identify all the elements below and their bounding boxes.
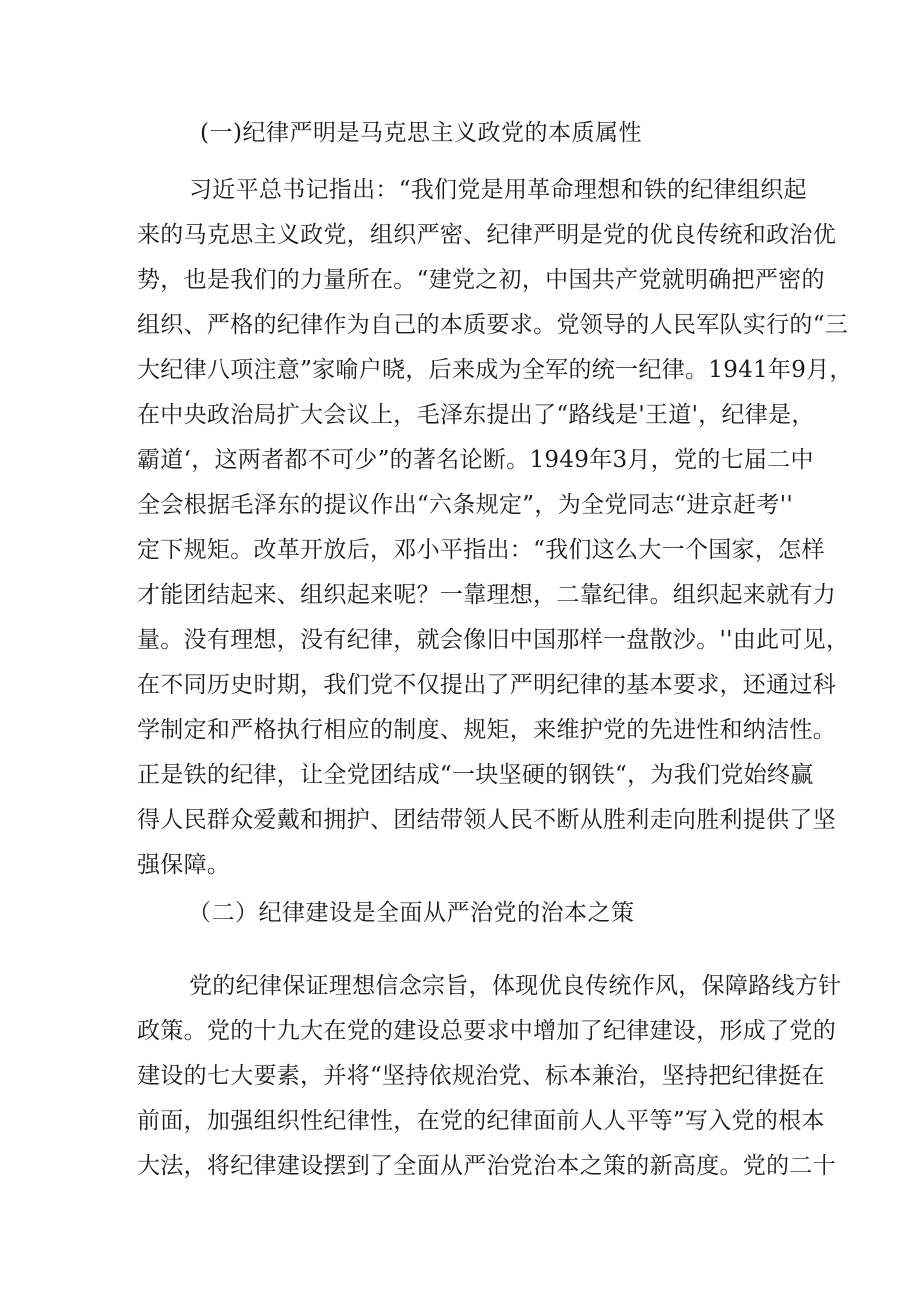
- paragraph-line: 强保障。: [137, 852, 231, 878]
- section-2-paragraph: [137, 964, 842, 1189]
- paragraph-line: 政策。党的十九大在党的建设总要求中增加了纪律建设，形成了党的: [137, 1018, 836, 1044]
- section-2-heading: （二）纪律建设是全面从严治党的治本之策: [188, 900, 635, 926]
- paragraph-line: 前面，加强组织性纪律性，在党的纪律面前人人平等”写入党的根本: [137, 1108, 825, 1134]
- paragraph-line: 党的纪律保证理想信念宗旨，体现优良传统作风，保障路线方针: [189, 973, 842, 999]
- paragraph-line: 大法，将纪律建设摆到了全面从严治党治本之策的新高度。党的二十: [137, 1153, 836, 1179]
- paragraph-line: 建设的七大要素，并将“坚持依规治党、标本兼治，坚持把纪律挺在: [137, 1063, 825, 1089]
- section-1-heading: (一)纪律严明是马克思主义政党的本质属性: [200, 120, 642, 146]
- paragraph-line: 定下规矩。改革开放后，邓小平指出：“我们这么大一个国家，怎样: [137, 537, 825, 563]
- paragraph-line: 得人民群众爱戴和拥护、团结带领人民不断从胜利走向胜利提供了坚: [137, 807, 836, 833]
- paragraph-line: 组织、严格的纪律作为自己的本质要求。党领导的人民军队实行的“三: [137, 312, 849, 338]
- paragraph-line: 量。没有理想，没有纪律，就会像旧中国那样一盘散沙。''由此可见，: [137, 627, 850, 653]
- paragraph-line: 正是铁的纪律，让全党团结成“一块坚硬的钢铁“，为我们党始终赢: [137, 762, 814, 788]
- paragraph-line: 才能团结起来、组织起来呢？一靠理想，二靠纪律。组织起来就有力: [137, 582, 836, 608]
- paragraph-line: 在不同历史时期，我们党不仅提出了严明纪律的基本要求，还通过科: [137, 672, 836, 698]
- section-1-paragraph: [137, 168, 853, 888]
- paragraph-line: 全会根据毛泽东的提议作出“六条规定”，为全党同志“进京赶考'': [137, 492, 793, 518]
- paragraph-line: 来的马克思主义政党，组织严密、纪律严明是党的优良传统和政治优: [137, 222, 836, 248]
- paragraph-line: 大纪律八项注意”家喻户晓，后来成为全军的统一纪律。1941年9月，: [137, 357, 853, 383]
- paragraph-line: 势，也是我们的力量所在。“建党之初，中国共产党就明确把严密的: [137, 267, 825, 293]
- paragraph-line: 在中央政治局扩大会议上，毛泽东提出了“路线是'王道'，纪律是，: [137, 402, 815, 428]
- paragraph-line: 习近平总书记指出：“我们党是用革命理想和铁的纪律组织起: [189, 177, 807, 203]
- paragraph-line: 学制定和严格执行相应的制度、规矩，来维护党的先进性和纳洁性。: [137, 717, 836, 743]
- paragraph-line: 霸道‘，这两者都不可少”的著名论断。1949年3月，党的七届二中: [137, 447, 814, 473]
